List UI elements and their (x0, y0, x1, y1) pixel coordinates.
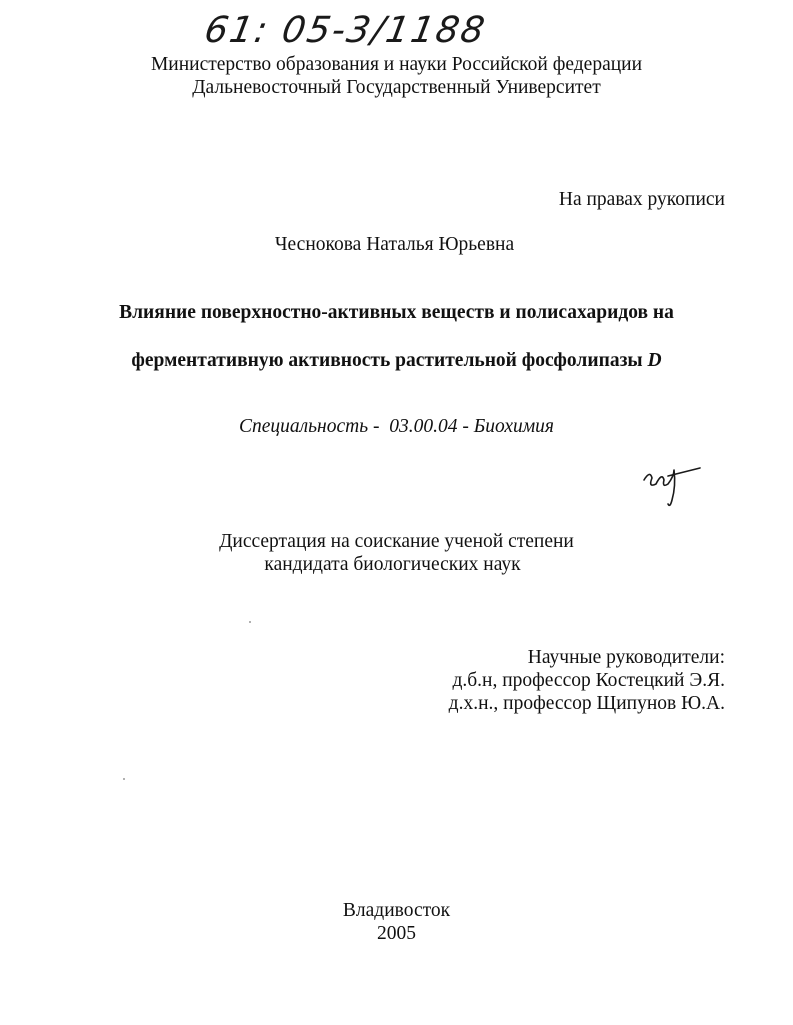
ministry-name: Министерство образования и науки Российской федерации (150, 54, 643, 75)
scan-speck (123, 778, 125, 780)
year: 2005 (377, 923, 416, 944)
thesis-title-line-1: Влияние поверхностно-активных веществ и полисахаридов на (119, 302, 674, 323)
dissertation-line-2: кандидата биологических наук (264, 554, 521, 575)
university-name: Дальневосточный Государственный Университет (192, 77, 601, 98)
thesis-title-line-2 (0, 349, 793, 373)
specialty-line: Специальность - 03.00.04 - Биохимия (239, 416, 554, 437)
manuscript-note: На правах рукописи (558, 189, 725, 210)
supervisors-heading: Научные руководители: (527, 647, 725, 668)
dissertation-line-1: Диссертация на соискание ученой степени (219, 531, 574, 552)
supervisor-first: д.б.н, профессор Костецкий Э.Я. (452, 670, 725, 691)
supervisor-second: д.х.н., профессор Щипунов Ю.А. (448, 693, 725, 714)
thesis-title-enzyme-letter: D (647, 350, 662, 371)
signature-mark (638, 450, 706, 510)
thesis-title-line-2-text: ферментативную активность растительной фосфолипазы (131, 350, 643, 371)
archive-stamp: 61: 05-3/1188 (201, 10, 490, 51)
city: Владивосток (342, 900, 451, 921)
author-name: Чеснокова Наталья Юрьевна (274, 234, 515, 255)
scan-speck (249, 621, 251, 623)
